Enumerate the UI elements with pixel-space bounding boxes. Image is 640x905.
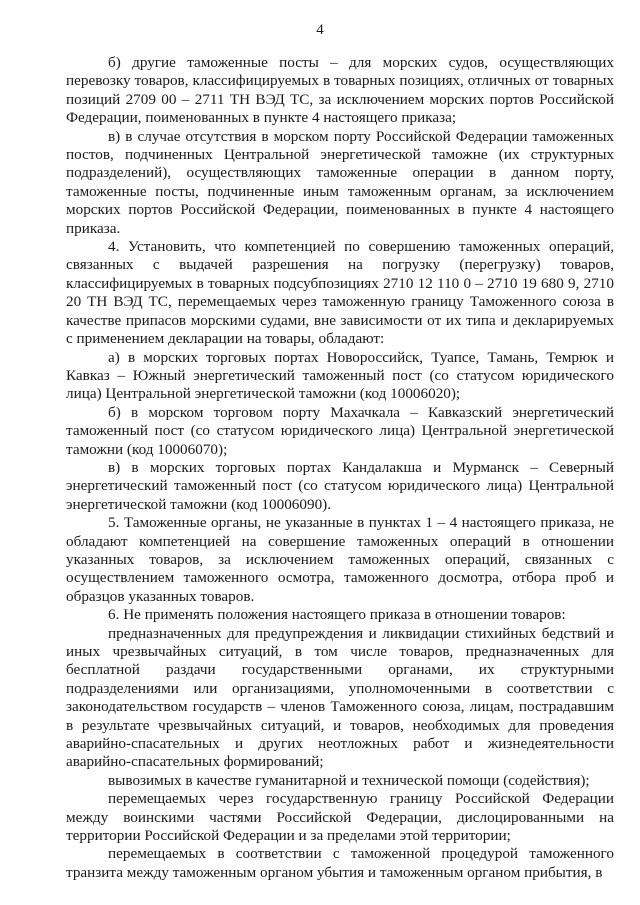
paragraph-6-item-3: перемещаемых через государственную границу Российской Федерации между воинскими частями Российской Федерации, дислоцированными на территории Российской Федерации и за пределами этой территории; [66,790,614,845]
document-body [66,54,614,882]
paragraph-4c: в) в морских торговых портах Кандалакша и Мурманск – Северный энергетический таможенный пост (со статусом юридического лица) Центральной энергетической таможни (код 10006090). [66,458,614,513]
paragraph-6-item-1: предназначенных для предупреждения и ликвидации стихийных бедствий и иных чрезвычайных ситуаций, в том числе товаров, предназначенных для бесплатной раздачи государственными органами, их структурными подразделениями или организациями, уполномоченными в соответствии с законодательством государств – членов Таможенного союза, лицам, пострадавшим в результате чрезвычайных ситуаций, и товаров, необходимых для проведения аварийно-спасательных и других неотложных работ и жизнедеятельности аварийно-спасательных формирований; [66,624,614,771]
paragraph-3c: в) в случае отсутствия в морском порту Российской Федерации таможенных постов, подчиненных Центральной энергетической таможне (их структурных подразделений), осуществляющих таможенные операции в данном порту, таможенные посты, подчиненные иным таможенным органам, за исключением морских портов Российской Федерации, поименованных в пункте 4 настоящего приказа. [66,127,614,237]
paragraph-4b: б) в морском торговом порту Махачкала – Кавказский энергетический таможенный пост (со статусом юридического лица) Центральной энергетической таможни (код 10006070); [66,403,614,458]
paragraph-4: 4. Установить, что компетенцией по совершению таможенных операций, связанных с выдачей разрешения на погрузку (перегрузку) товаров, классифицируемых в товарных подсубпозициях 2710 12 110 0 – 2710 19 680 9, 2710 20 ТН ВЭД ТС, перемещаемых через таможенную границу Таможенного союза в качестве припасов морскими судами, вне зависимости от их типа и декларируемых с применением декларации на товары, обладают: [66,238,614,348]
paragraph-4a: а) в морских торговых портах Новороссийск, Туапсе, Тамань, Темрюк и Кавказ – Южный энергетический таможенный пост (со статусом юридического лица) Центральной энергетической таможни (код 10006020); [66,348,614,403]
paragraph-6-item-2: вывозимых в качестве гуманитарной и технической помощи (содействия); [108,771,590,789]
paragraph-6: 6. Не применять положения настоящего приказа в отношении товаров: [108,606,566,624]
page-number: 4 [316,22,324,38]
paragraph-6-item-4: перемещаемых в соответствии с таможенной процедурой таможенного транзита между таможенным органом убытия и таможенным органом прибытия, в [66,845,614,881]
paragraph-5: 5. Таможенные органы, не указанные в пунктах 1 – 4 настоящего приказа, не обладают компетенцией на совершение таможенных операций в отношении указанных товаров, за исключением таможенных операций, связанных с осуществлением таможенного осмотра, таможенного досмотра, отбора проб и образцов указанных товаров. [66,514,614,605]
paragraph-3b: б) другие таможенные посты – для морских судов, осуществляющих перевозку товаров, классифицируемых в товарных позициях, отличных от товарных позиций 2709 00 – 2711 ТН ВЭД ТС, за исключением морских портов Российской Федерации, поименованных в пункте 4 настоящего приказа; [66,54,614,127]
